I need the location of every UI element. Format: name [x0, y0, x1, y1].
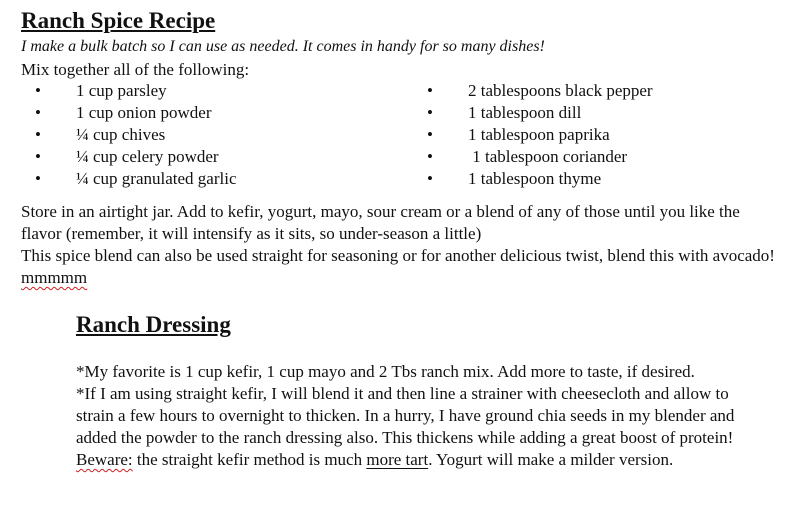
ingredient-text: 1 cup parsley — [76, 81, 167, 100]
recipe-title: Ranch Spice Recipe — [21, 8, 216, 33]
bullet-icon: • — [35, 103, 41, 122]
dressing-title: Ranch Dressing — [76, 312, 231, 337]
ingredient-text: 1 cup onion powder — [76, 103, 212, 122]
ingredient-text: 2 tablespoons black pepper — [468, 81, 653, 100]
list-item — [35, 102, 237, 124]
ingredient-text: ¼ cup granulated garlic — [76, 169, 237, 188]
bullet-icon: • — [427, 169, 433, 188]
list-item — [35, 80, 237, 102]
bullet-icon: • — [35, 147, 41, 166]
blend-text: This spice blend can also be used straight for seasoning or for another delicious twist, blend this with avocado! — [21, 246, 775, 265]
dressing-paragraph — [76, 361, 756, 471]
ingredient-text: ¼ cup celery powder — [76, 147, 219, 166]
bullet-icon: • — [35, 81, 41, 100]
beware-word: Beware: — [76, 450, 133, 469]
ingredient-list-left — [35, 80, 237, 190]
dressing-kefir-text-3: . Yogurt will make a milder version. — [428, 450, 674, 469]
list-item — [427, 102, 653, 124]
list-item — [35, 168, 237, 190]
ingredient-text: ¼ cup chives — [76, 125, 166, 144]
storage-paragraph: Store in an airtight jar. Add to kefir, yogurt, mayo, sour cream or a blend of any of those until you like the flavor (remember, it will intensify as it sits, so under-season a little) — [21, 202, 740, 243]
list-item — [427, 168, 653, 190]
bullet-icon: • — [427, 125, 433, 144]
blend-paragraph — [21, 245, 781, 289]
dressing-kefir-text-2: the straight kefir method is much — [132, 450, 367, 469]
list-item — [427, 80, 653, 102]
list-item — [35, 146, 237, 168]
grammar-flag-text: more tart — [366, 450, 429, 469]
ingredient-text: 1 tablespoon thyme — [468, 169, 602, 188]
list-item — [427, 146, 653, 168]
bullet-icon: • — [427, 147, 433, 166]
bullet-icon: • — [35, 125, 41, 144]
intro-text: I make a bulk batch so I can use as needed. It comes in handy for so many dishes! — [21, 38, 545, 55]
spellcheck-word: mmmmm — [21, 268, 88, 287]
dressing-favorite-text: *My favorite is 1 cup kefir, 1 cup mayo and 2 Tbs ranch mix. Add more to taste, if desired. — [76, 362, 695, 381]
bullet-icon: • — [35, 169, 41, 188]
ingredient-text: 1 tablespoon dill — [468, 103, 582, 122]
dressing-kefir-text: *If I am using straight kefir, I will blend it and then line a strainer with cheesecloth and allow to strain a few hours to overnight to thicken. In a hurry, I have ground chia seeds in my blender and added the powder to the ranch dressing also. This thickens while adding a great boost of protein! — [76, 384, 735, 447]
list-item — [427, 124, 653, 146]
list-item — [35, 124, 237, 146]
bullet-icon: • — [427, 81, 433, 100]
ingredient-list-right — [427, 80, 653, 190]
ingredient-text: 1 tablespoon paprika — [468, 125, 610, 144]
bullet-icon: • — [427, 103, 433, 122]
ingredient-text: 1 tablespoon coriander — [468, 147, 628, 166]
instruction-text: Mix together all of the following: — [21, 60, 250, 79]
